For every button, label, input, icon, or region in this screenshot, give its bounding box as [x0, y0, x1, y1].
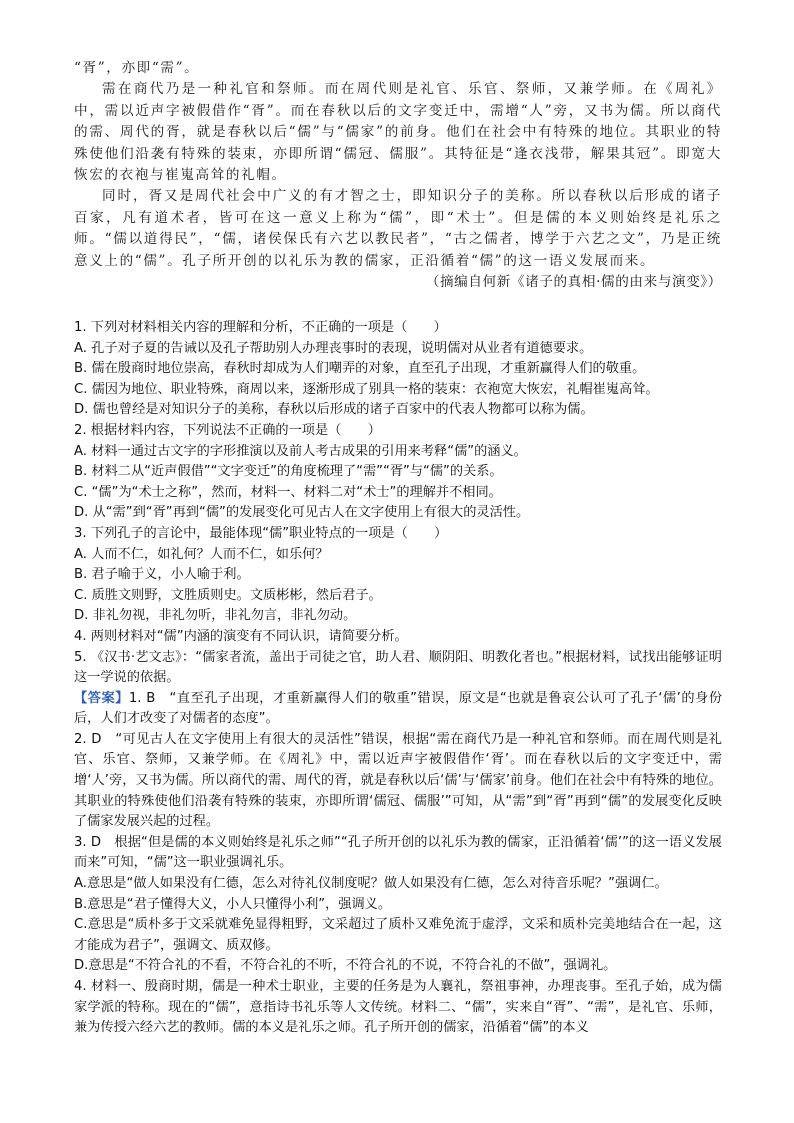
answer-1 — [74, 689, 722, 730]
option-1a: A. 孔子对子夏的告诫以及孔子帮助别人办理丧事时的表现，说明儒对从业者有道德要求。 — [74, 340, 593, 356]
option-1d: D. 儒也曾经是对知识分子的美称，春秋以后形成的诸子百家中的代表人物都可以称为儒。 — [74, 402, 594, 418]
question-5: 5. 《汉书·艺文志》：“儒家者流，盖出于司徒之官，助人君、顺阴阳、明教化者也。”根据材料，试找出能够证明这一学说的依据。 — [74, 649, 722, 686]
answer-4: 4. 材料一、殷商时期，儒是一种术士职业，主要的任务是为人襄礼，祭祖事神，办理丧事。至孔子始，成为儒家学派的特称。现在的“儒”，意指诗书礼乐等人文传统。材料二、“儒”，实来自“胥”、“需”，是礼官、乐师，兼为传授六经六艺的教师。儒的本义是礼乐之师。孔子所开创的儒家，沿循着“儒”的本义 — [74, 979, 722, 1036]
question-4: 4. 两则材料对“儒”内涵的演变有不同认识，请简要分析。 — [74, 628, 408, 644]
answer-3c: C.意思是“质朴多于文采就难免显得粗野，文采超过了质朴又难免流于虚浮，文采和质朴完美地结合在一起，这才能成为君子”，强调文、质双修。 — [74, 917, 722, 953]
answer-3: 3. D 根据“但是儒的本义则始终是礼乐之师”“孔子所开创的以礼乐为教的儒家，正沿循着‘儒’”的这一语义发展而来”可知，“儒”这一职业强调礼乐。 — [74, 834, 722, 871]
material-line: “胥”，亦即“需”。 — [74, 60, 200, 76]
option-3b: B. 君子喻于义，小人喻于利。 — [74, 567, 250, 583]
answer-3b: B.意思是“君子懂得大义，小人只懂得小利”，强调义。 — [74, 896, 392, 912]
option-3a: A. 人而不仁，如礼何？人而不仁，如乐何？ — [74, 546, 329, 562]
option-2d: D. 从“需”到“胥”再到“儒”的发展变化可见古人在文字使用上有很大的灵活性。 — [74, 505, 530, 521]
question-1: 1. 下列对材料相关内容的理解和分析，不正确的一项是（ ） — [74, 320, 447, 335]
option-2b: B. 材料二从“近声假借”“文字变迁”的角度梳理了“需”“胥”与“儒”的关系。 — [74, 464, 503, 480]
answer-2: 2. D “可见古人在文字使用上有很大的灵活性”错误，根据“需在商代乃是一种礼官和祭师。而在周代则是礼官、乐官、祭师，又兼学师。在《周礼》中，需以近声字被假借作‘胥’。而在春秋以后的文字变迁中，需增‘人’旁，又书为儒。所以商代的需、周代的胥，就是春秋以后‘儒’与‘儒家’前身。他们在社会中有特殊的地位。其职业的特殊使他们沿袭有特殊的装束，亦即所谓‘儒冠、儒服’”可知，从“需”到“胥”再到“儒”的发展变化反映了儒家发展兴起的过程。 — [74, 731, 722, 830]
material-paragraph: 需在商代乃是一种礼官和祭师。而在周代则是礼官、乐官、祭师，又兼学师。在《周礼》中，需以近声字被假借作“胥”。而在春秋以后的文字变迁中，需增“人”旁，又书为儒。所以商代的需、周代的胥，就是春秋以后“儒”与“儒家”的前身。他们在社会中有特殊的地位。其职业的特殊使他们沿袭有特殊的装束，亦即所谓“儒冠、儒服”。其特征是“逢衣浅带，解果其冠”。即宽大恢宏的衣袍与崔嵬高耸的礼帽。 — [74, 81, 722, 184]
option-3c: C. 质胜文则野，文胜质则史。文质彬彬，然后君子。 — [74, 587, 382, 603]
answer-3a: A.意思是“做人如果没有仁德，怎么对待礼仪制度呢？做人如果没有仁德，怎么对待音乐呢？”强调仁。 — [74, 876, 668, 892]
answer-tag: 【答案】 — [74, 690, 129, 706]
question-2: 2. 根据材料内容，下列说法不正确的一项是（ ） — [74, 422, 381, 438]
material-source: （摘编自何新《诸子的真相·儒的由来与演变》） — [425, 274, 722, 291]
reading-material — [74, 58, 722, 293]
option-1b: B. 儒在殷商时地位崇高，春秋时却成为人们嘲弄的对象，直至孔子出现，才重新赢得人们的敬重。 — [74, 361, 646, 377]
answer-1-text: 1. B “直至孔子出现，才重新赢得人们的敬重”错误，原文是“也就是鲁哀公认可了孔子‘儒’的身份后，人们才改变了对儒者的态度”。 — [74, 690, 723, 727]
material-paragraph: 同时，胥又是周代社会中广义的有才智之士，即知识分子的美称。所以春秋以后形成的诸子百家，凡有道术者，皆可在这一意义上称为“儒”，即“术士”。但是儒的本义则始终是礼乐之师。“儒以道得民”，“儒，诸侯保氏有六艺以教民者”，“古之儒者，博学于六艺之文”，乃是正统意义上的“儒”。孔子所开创的以礼乐为教的儒家，正沿循着“儒”的这一语义发展而来。 — [74, 188, 722, 269]
option-2c: C. “儒”为“术士之称”，然而，材料一、材料二对“术士”的理解并不相同。 — [74, 484, 502, 500]
questions-and-answers — [74, 318, 722, 1039]
option-2a: A. 材料一通过古文字的字形推演以及前人考古成果的引用来考释“儒”的涵义。 — [74, 443, 527, 459]
question-3: 3. 下列孔子的言论中，最能体现“儒”职业特点的一项是（ ） — [74, 525, 448, 541]
answer-3d: D.意思是“不符合礼的不看，不符合礼的不听，不符合礼的不说，不符合礼的不做”，强调礼。 — [74, 958, 617, 974]
option-1c: C. 儒因为地位、职业特殊，商周以来，逐渐形成了别具一格的装束：衣袍宽大恢宏，礼帽崔嵬高耸。 — [74, 381, 659, 397]
option-3d: D. 非礼勿视，非礼勿听，非礼勿言，非礼勿动。 — [74, 608, 357, 624]
